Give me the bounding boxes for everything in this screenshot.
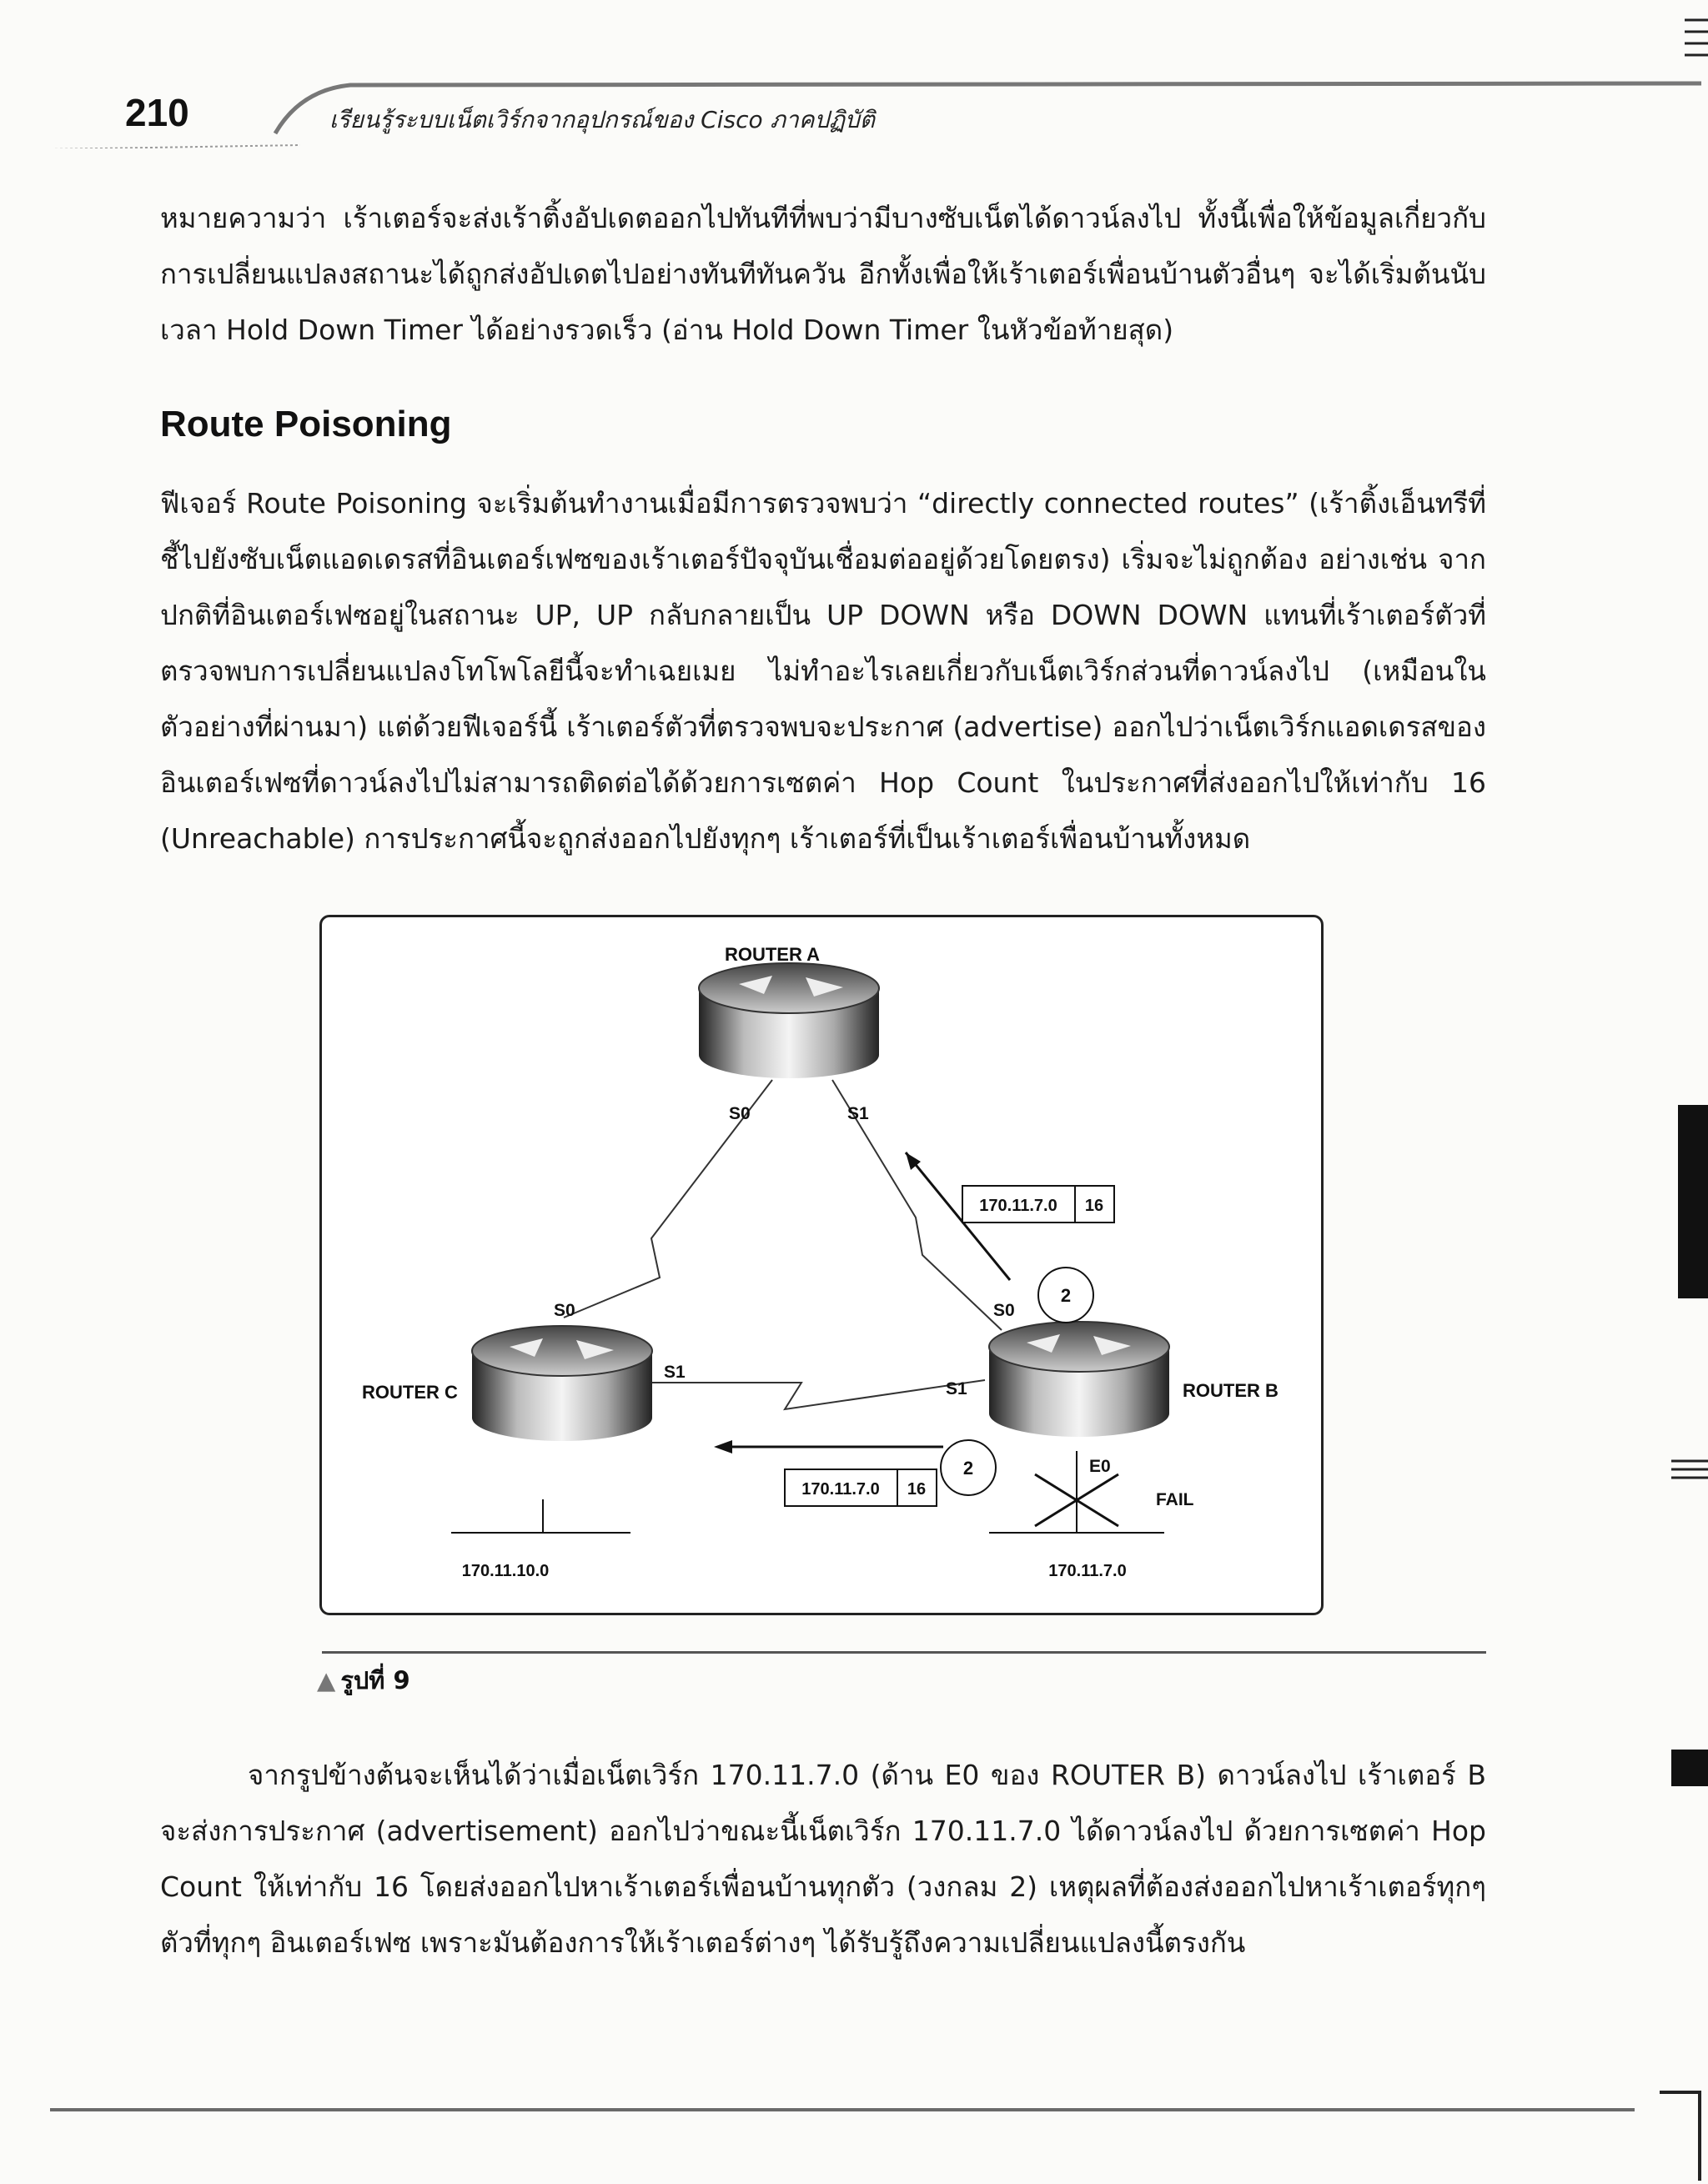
margin-mark-corner bbox=[1660, 2089, 1708, 2181]
step-number-to-c: 2 bbox=[962, 1458, 974, 1479]
net-b-label: 170.11.7.0 bbox=[1048, 1562, 1127, 1580]
router-c-label: ROUTER C bbox=[362, 1382, 458, 1403]
router-b-e0-label: E0 bbox=[1089, 1457, 1111, 1476]
router-c-s0-label: S0 bbox=[554, 1301, 575, 1320]
margin-mark-bar bbox=[1678, 1105, 1708, 1298]
figure-rule bbox=[322, 1651, 1486, 1654]
router-b-label: ROUTER B bbox=[1183, 1380, 1278, 1401]
running-title: เรียนรู้ระบบเน็ตเวิร์กจากอุปกรณ์ของ Cisco ภาคปฏิบัติ bbox=[329, 106, 875, 133]
router-a-icon bbox=[699, 963, 879, 1078]
margin-mark-lines-top bbox=[1685, 15, 1708, 58]
update-to-c-hops: 16 bbox=[907, 1480, 927, 1499]
router-b-icon bbox=[989, 1322, 1169, 1437]
conclusion-paragraph: จากรูปข้างต้นจะเห็นได้ว่าเมื่อเน็ตเวิร์ก 170.11.7.0 (ด้าน E0 ของ ROUTER B) ดาวน์ลงไป เร้าเตอร์ B จะส่งการประกาศ (advertisement) ออกไปว่าขณะนี้เน็ตเวิร์ก 170.11.7.0 ได้ดาวน์ลงไป ด้วยการเซตค่า Hop Count ให้เท่ากับ 16 โดยส่งออกไปหาเร้าเตอร์เพื่อนบ้านทุกตัว (วงกลม 2) เหตุผลที่ต้องส่งออกไปหาเร้าเตอร์ทุกๆ ตัวที่ทุกๆ อินเตอร์เฟซ เพราะมันต้องการให้เร้าเตอร์ต่างๆ ได้รับรู้ถึงความเปลี่ยนแปลงนี้ตรงกัน bbox=[160, 1759, 1486, 1959]
update-to-c-network: 170.11.7.0 bbox=[801, 1480, 880, 1499]
update-to-a-network: 170.11.7.0 bbox=[979, 1197, 1057, 1215]
update-arrow-to-c-head bbox=[714, 1440, 732, 1453]
margin-mark-lines-mid bbox=[1671, 1458, 1708, 1483]
router-a-label: ROUTER A bbox=[724, 944, 821, 965]
router-b-s0-label: S0 bbox=[993, 1301, 1015, 1320]
section-title: Route Poisoning bbox=[160, 404, 452, 444]
step-number-to-a: 2 bbox=[1060, 1285, 1072, 1306]
update-to-a-hops: 16 bbox=[1084, 1197, 1104, 1215]
router-a-s0-label: S0 bbox=[729, 1104, 751, 1123]
margin-mark-block bbox=[1671, 1750, 1708, 1786]
footer-rule bbox=[50, 2108, 1635, 2111]
figure-caption bbox=[317, 1661, 410, 1700]
fail-label: FAIL bbox=[1156, 1490, 1194, 1509]
intro-paragraph: หมายความว่า เร้าเตอร์จะส่งเร้าติ้งอัปเดตออกไปทันทีที่พบว่ามีบางซับเน็ตได้ดาวน์ลงไป ทั้งนี้เพื่อให้ข้อมูลเกี่ยวกับการเปลี่ยนแปลงสถานะได้ถูกส่งอัปเดตไปอย่างทันทีทันควัน อีกทั้งเพื่อให้เร้าเตอร์เพื่อนบ้านตัวอื่นๆ จะได้เริ่มต้นนับเวลา Hold Down Timer ได้อย่างรวดเร็ว (อ่าน Hold Down Timer ในหัวข้อท้ายสุด) bbox=[160, 202, 1486, 346]
figure-caption-text: รูปที่ 9 bbox=[340, 1666, 410, 1694]
page-number: 210 bbox=[125, 91, 189, 134]
link-c-b bbox=[652, 1380, 985, 1409]
body-paragraph: ฟีเจอร์ Route Poisoning จะเริ่มต้นทำงานเมื่อมีการตรวจพบว่า “directly connected routes” (เร้าติ้งเอ็นทรีที่ชี้ไปยังซับเน็ตแอดเดรสที่อินเตอร์เฟซของเร้าเตอร์ปัจจุบันเชื่อมต่ออยู่ด้วยโดยตรง) เริ่มจะไม่ถูกต้อง อย่างเช่น จากปกติที่อินเตอร์เฟซอยู่ในสถานะ UP, UP กลับกลายเป็น UP DOWN หรือ DOWN DOWN แทนที่เร้าเตอร์ตัวที่ตรวจพบการเปลี่ยนแปลงโทโพโลยีนี้จะทำเฉยเมย ไม่ทำอะไรเลยเกี่ยวกับเน็ตเวิร์กส่วนที่ดาวน์ลงไป (เหมือนในตัวอย่างที่ผ่านมา) แต่ด้วยฟีเจอร์นี้ เร้าเตอร์ตัวที่ตรวจพบจะประกาศ (advertise) ออกไปว่าเน็ตเวิร์กแอดเดรสของอินเตอร์เฟซที่ดาวน์ลงไปไม่สามารถติดต่อได้ด้วยการเซตค่า Hop Count ในประกาศที่ส่งออกไปให้เท่ากับ 16 (Unreachable) การประกาศนี้จะถูกส่งออกไปยังทุกๆ เร้าเตอร์ที่เป็นเร้าเตอร์เพื่อนบ้านทั้งหมด bbox=[160, 487, 1486, 855]
router-c-s1-label: S1 bbox=[664, 1363, 686, 1382]
net-c-label: 170.11.10.0 bbox=[461, 1562, 550, 1580]
router-a-s1-label: S1 bbox=[847, 1104, 869, 1123]
router-b-s1-label: S1 bbox=[946, 1379, 967, 1398]
router-c-icon bbox=[472, 1326, 652, 1441]
triangle-icon: ▲ bbox=[317, 1666, 336, 1694]
route-poisoning-diagram bbox=[319, 915, 1324, 1615]
